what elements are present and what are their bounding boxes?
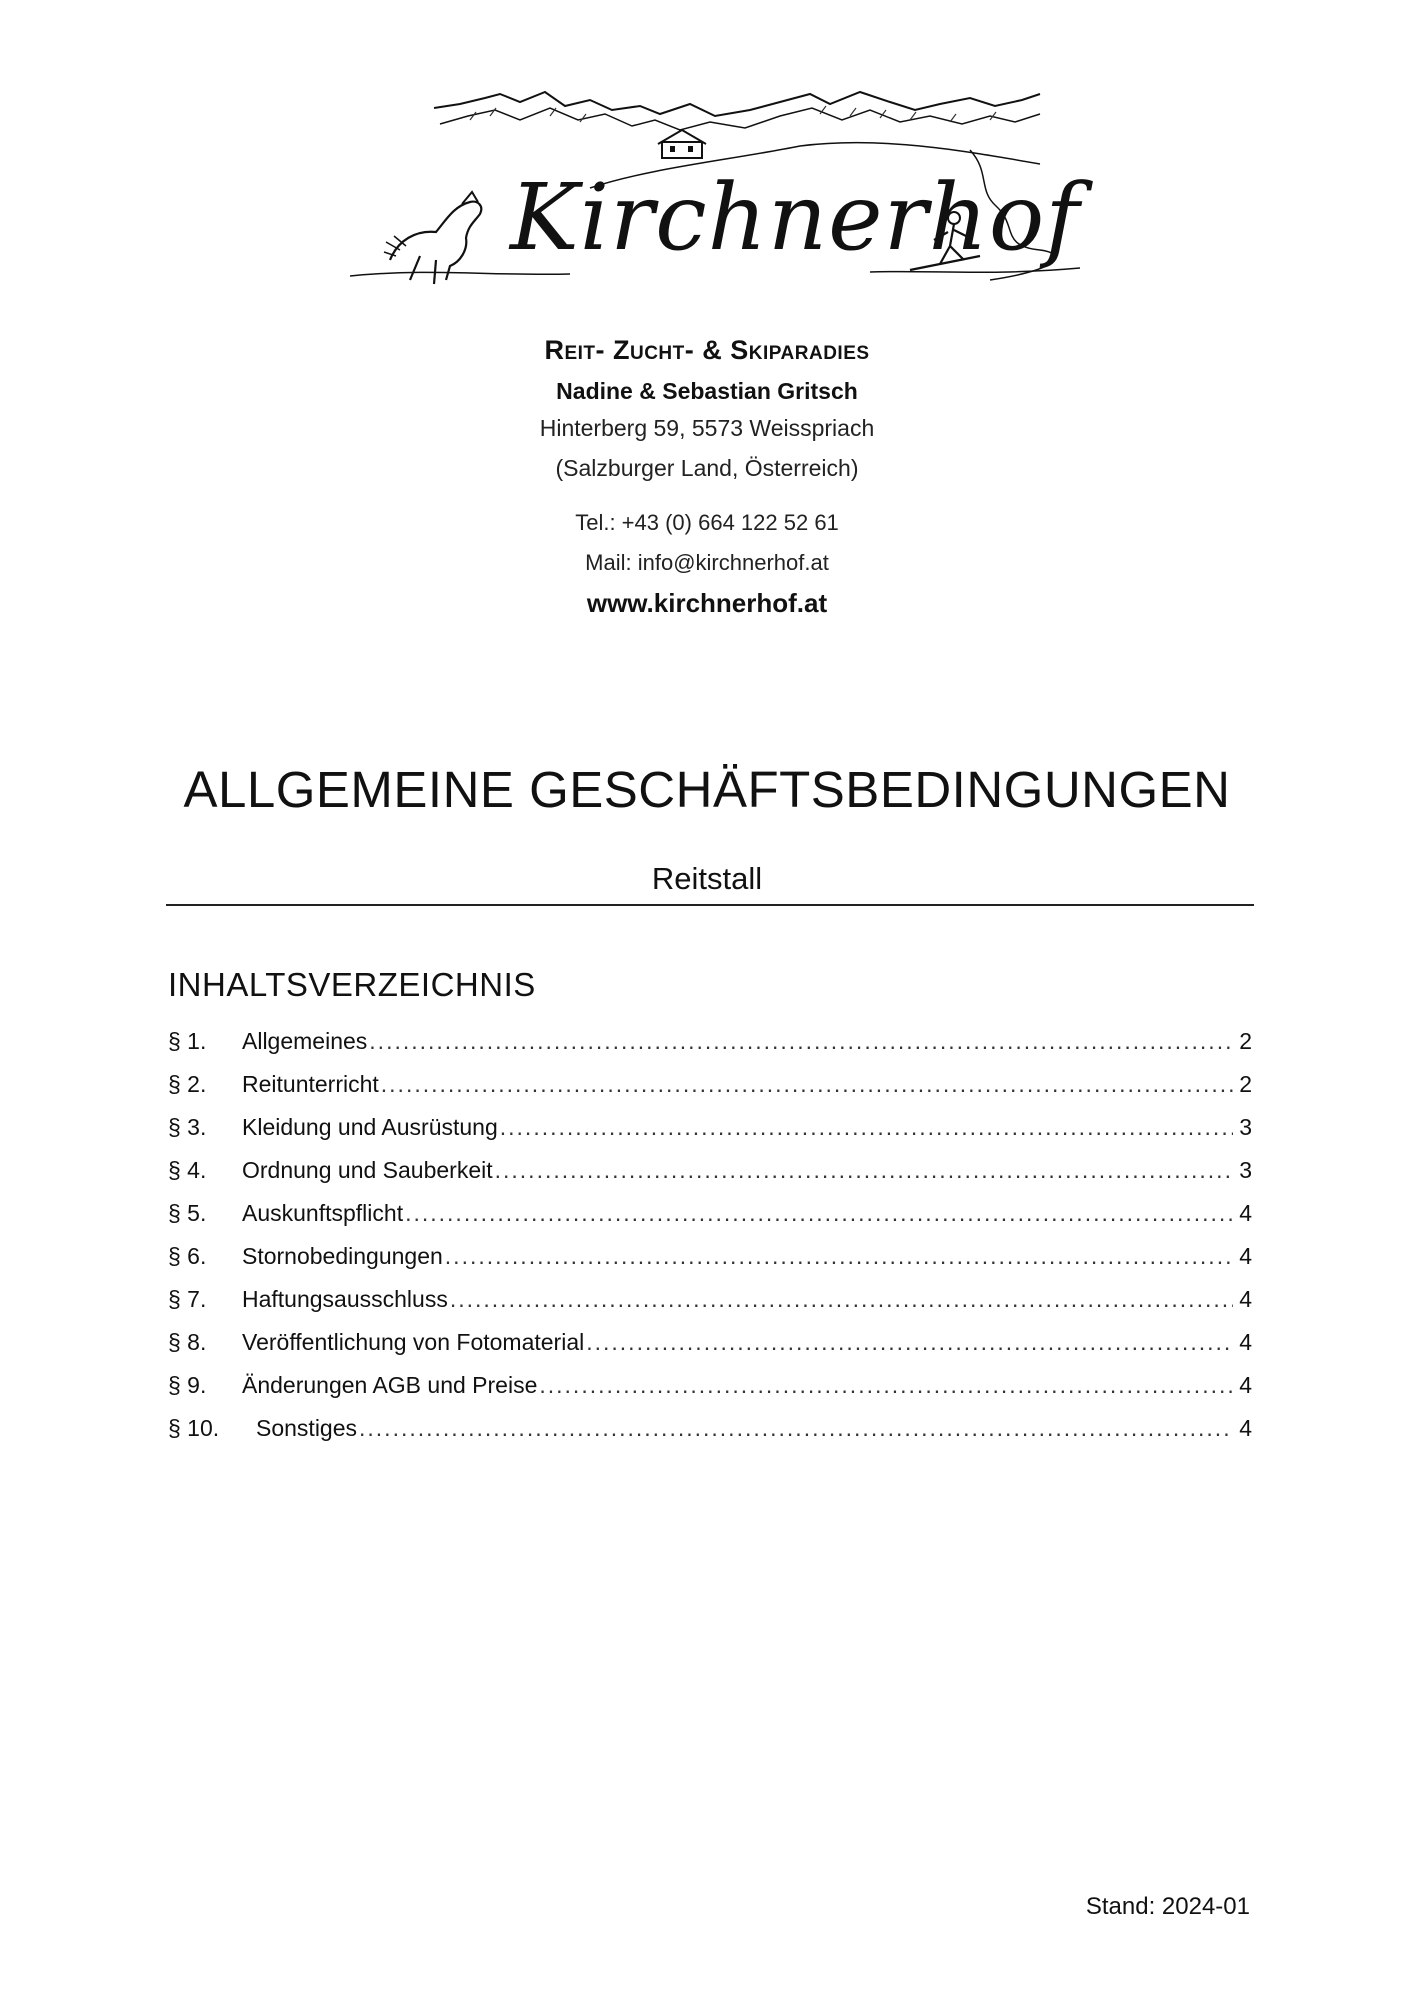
toc-dot-leader bbox=[586, 1329, 1233, 1356]
toc-entry-stornobedingungen[interactable] bbox=[168, 1243, 1252, 1286]
toc-heading: INHALTSVERZEICHNIS bbox=[168, 966, 536, 1003]
toc-entry-number: § 3. bbox=[168, 1114, 207, 1140]
house-icon bbox=[658, 130, 706, 158]
toc-entry-number: § 6. bbox=[168, 1243, 207, 1269]
toc-entry-ordnung[interactable] bbox=[168, 1157, 1252, 1200]
document-subtitle: Reitstall bbox=[651, 861, 763, 896]
document-title: ALLGEMEINE GESCHÄFTSBEDINGUNGEN bbox=[183, 761, 1231, 818]
toc-entry-number: § 4. bbox=[168, 1157, 207, 1183]
toc-entry-number: § 5. bbox=[168, 1200, 207, 1226]
toc-entry-reitunterricht[interactable] bbox=[168, 1071, 1252, 1114]
mountain-ridge bbox=[434, 92, 1040, 116]
toc-entry-page: 4 bbox=[1239, 1243, 1252, 1269]
toc-entry-page: 4 bbox=[1239, 1329, 1252, 1355]
phone-number: Tel.: +43 (0) 664 122 52 61 bbox=[575, 510, 839, 535]
logo-wordmark: Kirchnerhof bbox=[510, 164, 1081, 271]
toc-entry-number: § 7. bbox=[168, 1286, 207, 1312]
region-line: (Salzburger Land, Österreich) bbox=[555, 455, 859, 481]
table-of-contents bbox=[168, 1028, 1252, 1458]
toc-entry-number: § 2. bbox=[168, 1071, 207, 1097]
toc-entry-title: Änderungen AGB und Preise bbox=[242, 1372, 538, 1398]
toc-entry-page: 4 bbox=[1239, 1286, 1252, 1312]
toc-entry-sonstiges[interactable] bbox=[168, 1415, 1252, 1458]
toc-dot-leader bbox=[450, 1286, 1233, 1313]
toc-entry-title: Allgemeines bbox=[242, 1028, 368, 1054]
mail-address[interactable]: Mail: info@kirchnerhof.at bbox=[585, 550, 829, 575]
toc-entry-page: 2 bbox=[1239, 1028, 1252, 1054]
toc-entry-title: Sonstiges bbox=[256, 1415, 358, 1441]
toc-dot-leader bbox=[539, 1372, 1233, 1399]
toc-entry-page: 4 bbox=[1239, 1200, 1252, 1226]
toc-dot-leader bbox=[500, 1114, 1233, 1141]
toc-entry-title: Reitunterricht bbox=[242, 1071, 379, 1097]
toc-dot-leader bbox=[381, 1071, 1233, 1098]
toc-entry-page: 3 bbox=[1239, 1114, 1252, 1140]
toc-entry-page: 3 bbox=[1239, 1157, 1252, 1183]
kirchnerhof-logo bbox=[350, 80, 1080, 310]
toc-entry-number: § 8. bbox=[168, 1329, 207, 1355]
toc-entry-page: 4 bbox=[1239, 1372, 1252, 1398]
toc-entry-fotomaterial[interactable] bbox=[168, 1329, 1252, 1372]
toc-entry-auskunftspflicht[interactable] bbox=[168, 1200, 1252, 1243]
toc-entry-title: Stornobedingungen bbox=[242, 1243, 443, 1269]
toc-entry-title: Ordnung und Sauberkeit bbox=[242, 1157, 493, 1183]
toc-entry-aenderungen[interactable] bbox=[168, 1372, 1252, 1415]
address-line: Hinterberg 59, 5573 Weisspriach bbox=[539, 415, 875, 441]
toc-entry-page: 4 bbox=[1239, 1415, 1252, 1441]
toc-dot-leader bbox=[495, 1157, 1234, 1184]
toc-dot-leader bbox=[359, 1415, 1233, 1442]
toc-entry-kleidung[interactable] bbox=[168, 1114, 1252, 1157]
toc-entry-title: Auskunftspflicht bbox=[242, 1200, 404, 1226]
toc-entry-number: § 10. bbox=[168, 1415, 220, 1441]
toc-entry-page: 2 bbox=[1239, 1071, 1252, 1097]
website-link[interactable]: www.kirchnerhof.at bbox=[586, 588, 828, 618]
toc-entry-number: § 9. bbox=[168, 1372, 207, 1398]
toc-dot-leader bbox=[405, 1200, 1233, 1227]
toc-dot-leader bbox=[445, 1243, 1233, 1270]
toc-entry-title: Haftungsausschluss bbox=[242, 1286, 448, 1312]
horse-icon bbox=[384, 192, 481, 284]
title-divider bbox=[166, 904, 1254, 906]
owners-name: Nadine & Sebastian Gritsch bbox=[556, 378, 858, 404]
document-version: Stand: 2024-01 bbox=[1085, 1893, 1250, 1920]
toc-dot-leader bbox=[369, 1028, 1233, 1055]
toc-entry-number: § 1. bbox=[168, 1028, 207, 1054]
toc-entry-allgemeines[interactable] bbox=[168, 1028, 1252, 1071]
toc-entry-title: Kleidung und Ausrüstung bbox=[242, 1114, 498, 1140]
brand-tagline: Reit- Zucht- & Skiparadies bbox=[544, 335, 870, 365]
toc-entry-title: Veröffentlichung von Fotomaterial bbox=[242, 1329, 585, 1355]
toc-entry-haftungsausschluss[interactable] bbox=[168, 1286, 1252, 1329]
